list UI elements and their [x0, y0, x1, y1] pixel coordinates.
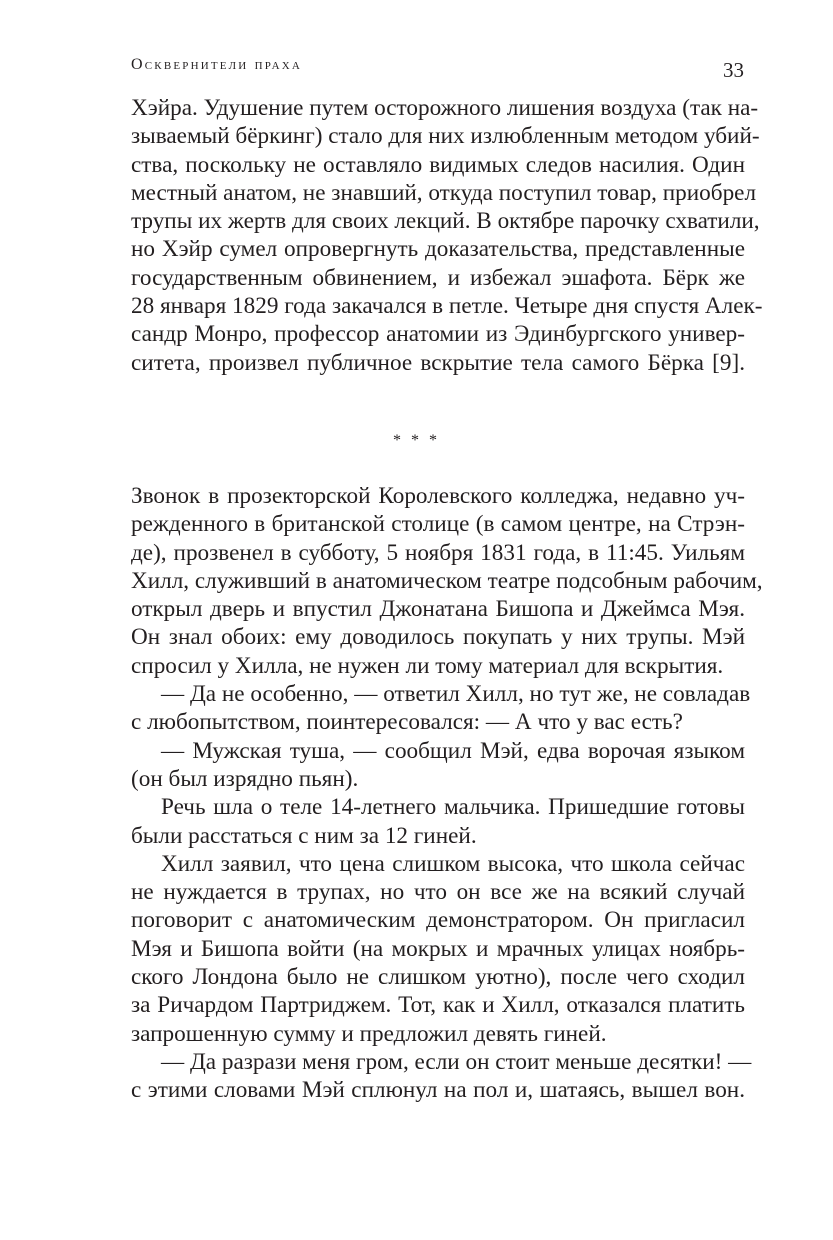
text-line: ского Лондона было не слишком уютно), после чего сходил: [131, 964, 745, 991]
text-line: спросил у Хилла, не нужен ли тому материал для вскрытия.: [131, 652, 724, 679]
text-line: местный анатом, не знавший, откуда поступил товар, приобрел: [131, 179, 757, 206]
text-line: за Ричардом Партриджем. Тот, как и Хилл, отказался платить: [131, 992, 745, 1019]
text-line: — Мужская туша, — сообщил Мэй, едва ворочая языком: [161, 737, 745, 764]
text-line: Он знал обоих: ему доводилось покупать у них трупы. Мэй: [131, 624, 745, 651]
text-line: запрошенную сумму и предложил девять гиней.: [131, 1020, 607, 1047]
running-head: Осквернители праха: [131, 56, 303, 73]
text-line: Речь шла о теле 14-летнего мальчика. Пришедшие готовы: [161, 794, 745, 821]
paragraph-kings-college: [131, 482, 763, 1105]
text-line: ства, поскольку не оставляло видимых следов насилия. Один: [131, 151, 745, 178]
text-line: Хэйра. Удушение путем осторожного лишения воздуха (так на-: [131, 95, 759, 121]
text-line: ситета, произвел публичное вскрытие тела самого Бёрка [9].: [131, 349, 745, 376]
page-number: 33: [723, 58, 744, 82]
text-line: Хилл, служивший в анатомическом театре подсобным рабочим,: [131, 567, 763, 594]
text-line: с любопытством, поинтересовался: — А что у вас есть?: [131, 709, 683, 736]
text-line: (он был изрядно пьян).: [131, 765, 359, 792]
section-separator: * * *: [393, 432, 440, 449]
text-line: сандр Монро, профессор анатомии из Эдинбургского универ-: [131, 321, 745, 348]
text-line: трупы их жертв для своих лекций. В октябре парочку схватили,: [131, 208, 760, 235]
text-line: зываемый бёркинг) стало для них излюбленным методом убий-: [131, 123, 760, 150]
text-line: — Да не особенно, — ответил Хилл, но тут же, не совладав: [161, 681, 751, 708]
text-line: не нуждается в трупах, но что он все же на всякий случай: [131, 879, 745, 906]
text-line: поговорит с анатомическим демонстратором. Он пригласил: [131, 907, 745, 934]
text-line: 28 января 1829 года закачался в петле. Четыре дня спустя Алек-: [131, 293, 763, 320]
text-line: Звонок в прозекторской Королевского колледжа, недавно уч-: [131, 483, 745, 509]
text-line: но Хэйр сумел опровергнуть доказательства, представленные: [131, 236, 745, 263]
text-line: Мэя и Бишопа войти (на мокрых и мрачных улицах ноябрь-: [131, 935, 745, 962]
text-line: государственным обвинением, и избежал эшафота. Бёрк же: [131, 264, 745, 291]
text-line: — Да разрази меня гром, если он стоит меньше десятки! —: [161, 1048, 752, 1075]
text-line: режденного в британской столице (в самом центре, на Стрэн-: [131, 511, 745, 538]
text-line: с этими словами Мэй сплюнул на пол и, шатаясь, вышел вон.: [131, 1077, 745, 1104]
paragraph-burke-hare: [131, 94, 763, 377]
text-line: Хилл заявил, что цена слишком высока, что школа сейчас: [161, 850, 745, 877]
text-line: были расстаться с ним за 12 гиней.: [131, 822, 477, 849]
text-line: открыл дверь и впустил Джонатана Бишопа и Джеймса Мэя.: [131, 596, 745, 623]
text-line: де), прозвенел в субботу, 5 ноября 1831 года, в 11:45. Уильям: [131, 539, 745, 566]
